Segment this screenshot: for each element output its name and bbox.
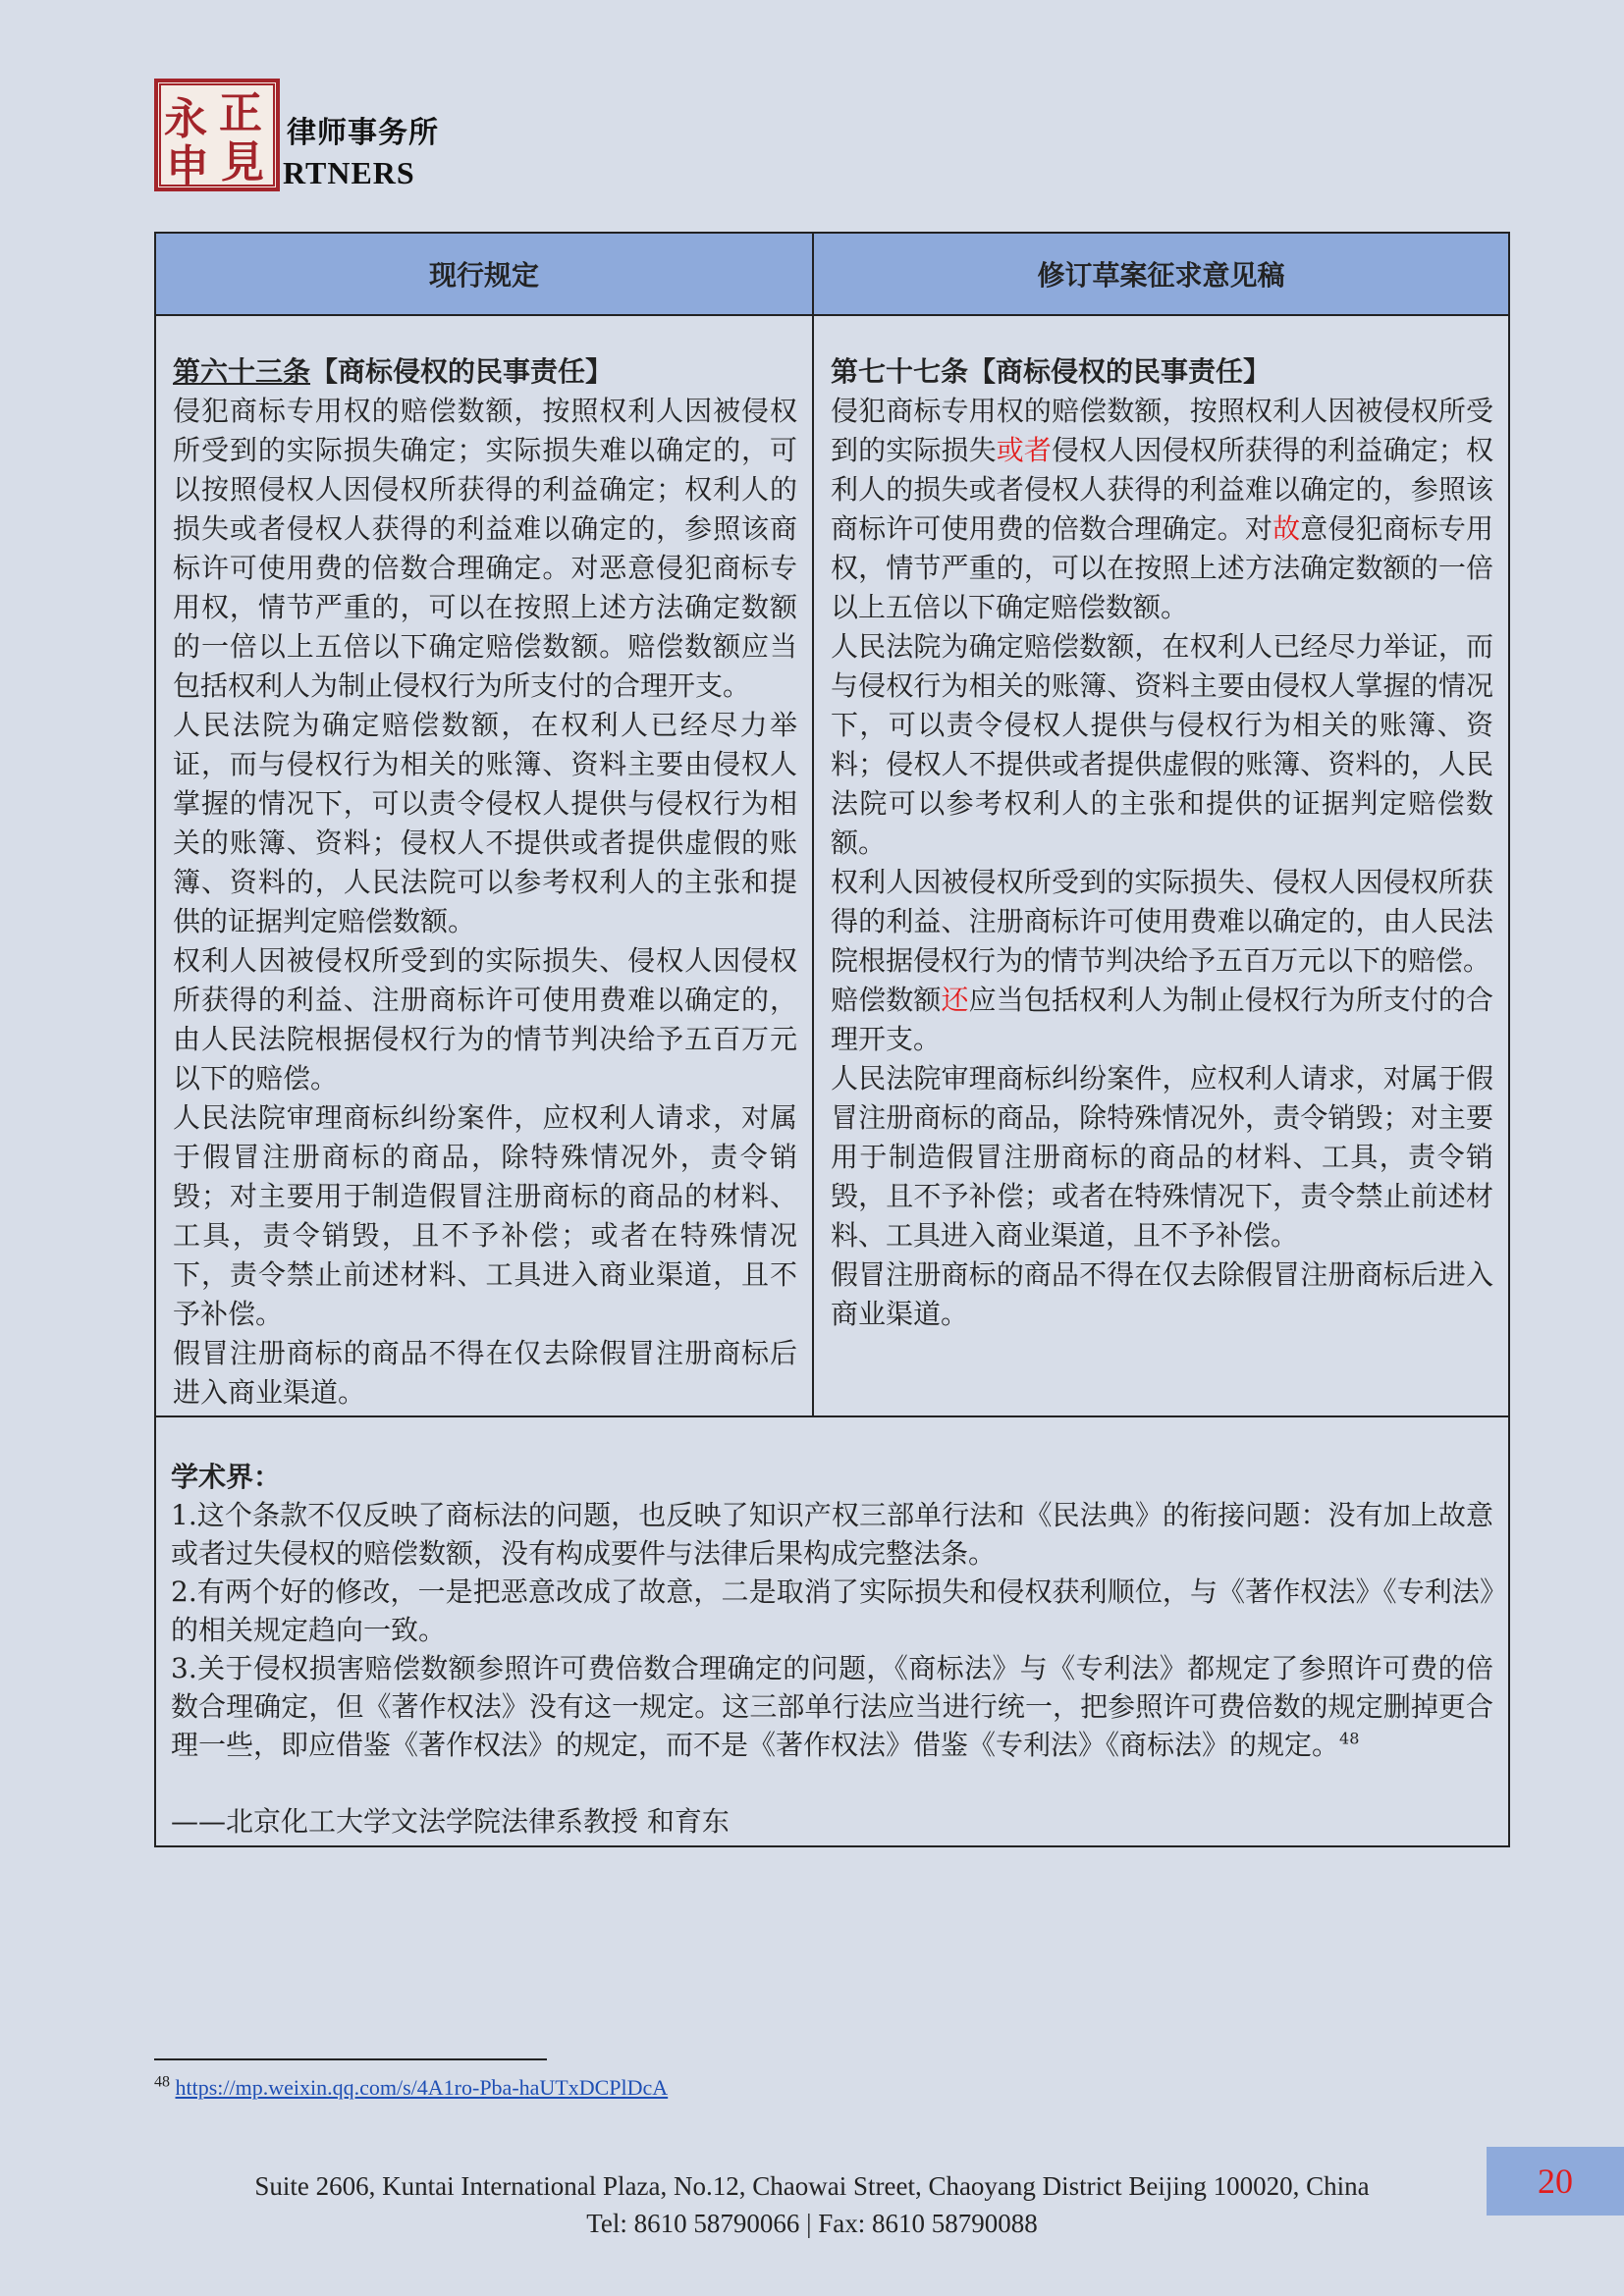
draft-paragraph-2: 人民法院为确定赔偿数额，在权利人已经尽力举证，而与侵权行为相关的账簿、资料主要由侵权人掌握的情况下，可以责令侵权人提供与侵权行为相关的账簿、资料；侵权人不提供或者提供虚假的账簿、资料的，人民法院可以参考权利人的主张和提供的证据判定赔偿数额。 [831,630,1493,859]
draft-article-number: 第七十七条 [831,355,969,388]
footer-address: Suite 2606, Kuntai International Plaza, No.12, Chaowai Street, Chaoyang District Beijing 100020, China [254,2171,1370,2201]
svg-text:永: 永 [164,94,207,144]
draft-paragraph-5: 人民法院审理商标纠纷案件，应权利人请求，对属于假冒注册商标的商品，除特殊情况外，责令销毁；对主要用于制造假冒注册商标的商品的材料、工具，责令销毁，且不予补偿；或者在特殊情况下，责令禁止前述材料、工具进入商业渠道，且不予补偿。 [831,1062,1493,1252]
current-paragraph-5: 假冒注册商标的商品不得在仅去除假冒注册商标后进入商业渠道。 [173,1337,797,1409]
draft-article-title: 【商标侵权的民事责任】 [968,355,1272,388]
svg-text:見: 見 [221,137,264,187]
academia-heading: 学术界： [171,1461,282,1493]
academia-attribution: ——北京化工大学文法学院法律系教授 和育东 [171,1805,730,1838]
draft-p1-amendment-1: 或者 [996,434,1053,466]
page-number: 20 [1487,2147,1624,2216]
svg-text:正: 正 [219,88,262,138]
academia-point-2: 2.有两个好的修改，一是把恶意改成了故意，二是取消了实际损失和侵权获利顺位，与《著作权法》《专利法》的相关规定趋向一致。 [171,1575,1493,1646]
current-article-number: 第六十三条 [173,355,311,388]
academia-point-3: 3.关于侵权损害赔偿数额参照许可费倍数合理确定的问题，《商标法》与《专利法》都规定了参照许可费的倍数合理确定，但《著作权法》没有这一规定。这三部单行法应当进行统一，把参照许可费倍数的规定删掉更合理一些，即应借鉴《著作权法》的规定，而不是《著作权法》借鉴《专利法》《商标法》的规定。 [171,1652,1493,1761]
column-header-current: 现行规定 [155,233,813,315]
draft-p1-amendment-2: 故 [1272,512,1301,545]
current-paragraph-4: 人民法院审理商标纠纷案件，应权利人请求，对属于假冒注册商标的商品，除特殊情况外，责令销毁；对主要用于制造假冒注册商标的商品的材料、工具，责令销毁，且不予补偿；或者在特殊情况下，责令禁止前述材料、工具进入商业渠道，且不予补偿。 [173,1101,797,1330]
svg-text:申: 申 [166,141,209,191]
footnote-reference[interactable]: 48 [1339,1729,1360,1748]
draft-p1-text-b: 侵权人因侵权所获得的利益确定；权利人的损失或者侵权人获得的利益难以确定的，参照该商标许可使用费的倍数合理确定。对 [831,434,1493,545]
footnote-number: 48 [154,2073,170,2091]
draft-paragraph-4 [831,981,1493,1059]
firm-name-en: RTNERS [283,155,415,190]
draft-p1-text-a: 侵犯商标专用权的赔偿数额，按照权利人因被侵权所受到的实际损失 [831,395,1493,466]
draft-article-heading [831,352,1493,392]
draft-p4-amendment: 还 [941,984,969,1016]
footnote-link[interactable]: https://mp.weixin.qq.com/s/4A1ro-Pba-haUTxDCPlDcA [175,2075,669,2100]
draft-paragraph-3: 权利人因被侵权所受到的实际损失、侵权人因侵权所获得的利益、注册商标许可使用费难以确定的，由人民法院根据侵权行为的情节判决给予五百万元以下的赔偿。 [831,866,1493,977]
draft-p4-text-b: 应当包括权利人为制止侵权行为所支付的合理开支。 [831,984,1493,1055]
current-paragraph-1: 侵犯商标专用权的赔偿数额，按照权利人因被侵权所受到的实际损失确定；实际损失难以确定的，可以按照侵权人因侵权所获得的利益确定；权利人的损失或者侵权人获得的利益难以确定的，参照该商标许可使用费的倍数合理确定。对恶意侵犯商标专用权，情节严重的，可以在按照上述方法确定数额的一倍以上五倍以下确定赔偿数额。赔偿数额应当包括权利人为制止侵权行为所支付的合理开支。 [173,395,797,702]
current-paragraph-3: 权利人因被侵权所受到的实际损失、侵权人因侵权所获得的利益、注册商标许可使用费难以确定的，由人民法院根据侵权行为的情节判决给予五百万元以下的赔偿。 [173,944,797,1095]
current-article-title: 【商标侵权的民事责任】 [310,355,614,388]
academia-cell [155,1416,1509,1846]
firm-name-cn: 律师事务所 [287,116,439,150]
firm-seal-logo [154,79,280,191]
academia-point-3-wrapper [171,1649,1493,1764]
footer-contact: Tel: 8610 58790066 | Fax: 8610 58790088 [586,2209,1038,2238]
current-provision-cell [155,315,813,1416]
column-header-draft: 修订草案征求意见稿 [813,233,1509,315]
draft-paragraph-1 [831,392,1493,627]
academia-row [155,1416,1509,1846]
current-article-heading [173,352,797,392]
academia-point-1: 1.这个条款不仅反映了商标法的问题，也反映了知识产权三部单行法和《民法典》的衔接问题：没有加上故意或者过失侵权的赔偿数额，没有构成要件与法律后果构成完整法条。 [171,1499,1493,1570]
footnote-separator [154,2058,547,2060]
draft-paragraph-6: 假冒注册商标的商品不得在仅去除假冒注册商标后进入商业渠道。 [831,1258,1493,1330]
draft-p4-text-a: 赔偿数额 [831,984,942,1016]
draft-p1-text-c: 意侵犯商标专用权，情节严重的，可以在按照上述方法确定数额的一倍以上五倍以下确定赔偿数额。 [831,512,1493,623]
table-header-row [155,233,1509,315]
table-body-row [155,315,1509,1416]
footnote [154,2075,668,2101]
comparison-table [154,232,1510,1847]
draft-provision-cell [813,315,1509,1416]
current-paragraph-2: 人民法院为确定赔偿数额，在权利人已经尽力举证，而与侵权行为相关的账簿、资料主要由侵权人掌握的情况下，可以责令侵权人提供与侵权行为相关的账簿、资料；侵权人不提供或者提供虚假的账簿、资料的，人民法院可以参考权利人的主张和提供的证据判定赔偿数额。 [173,709,797,937]
